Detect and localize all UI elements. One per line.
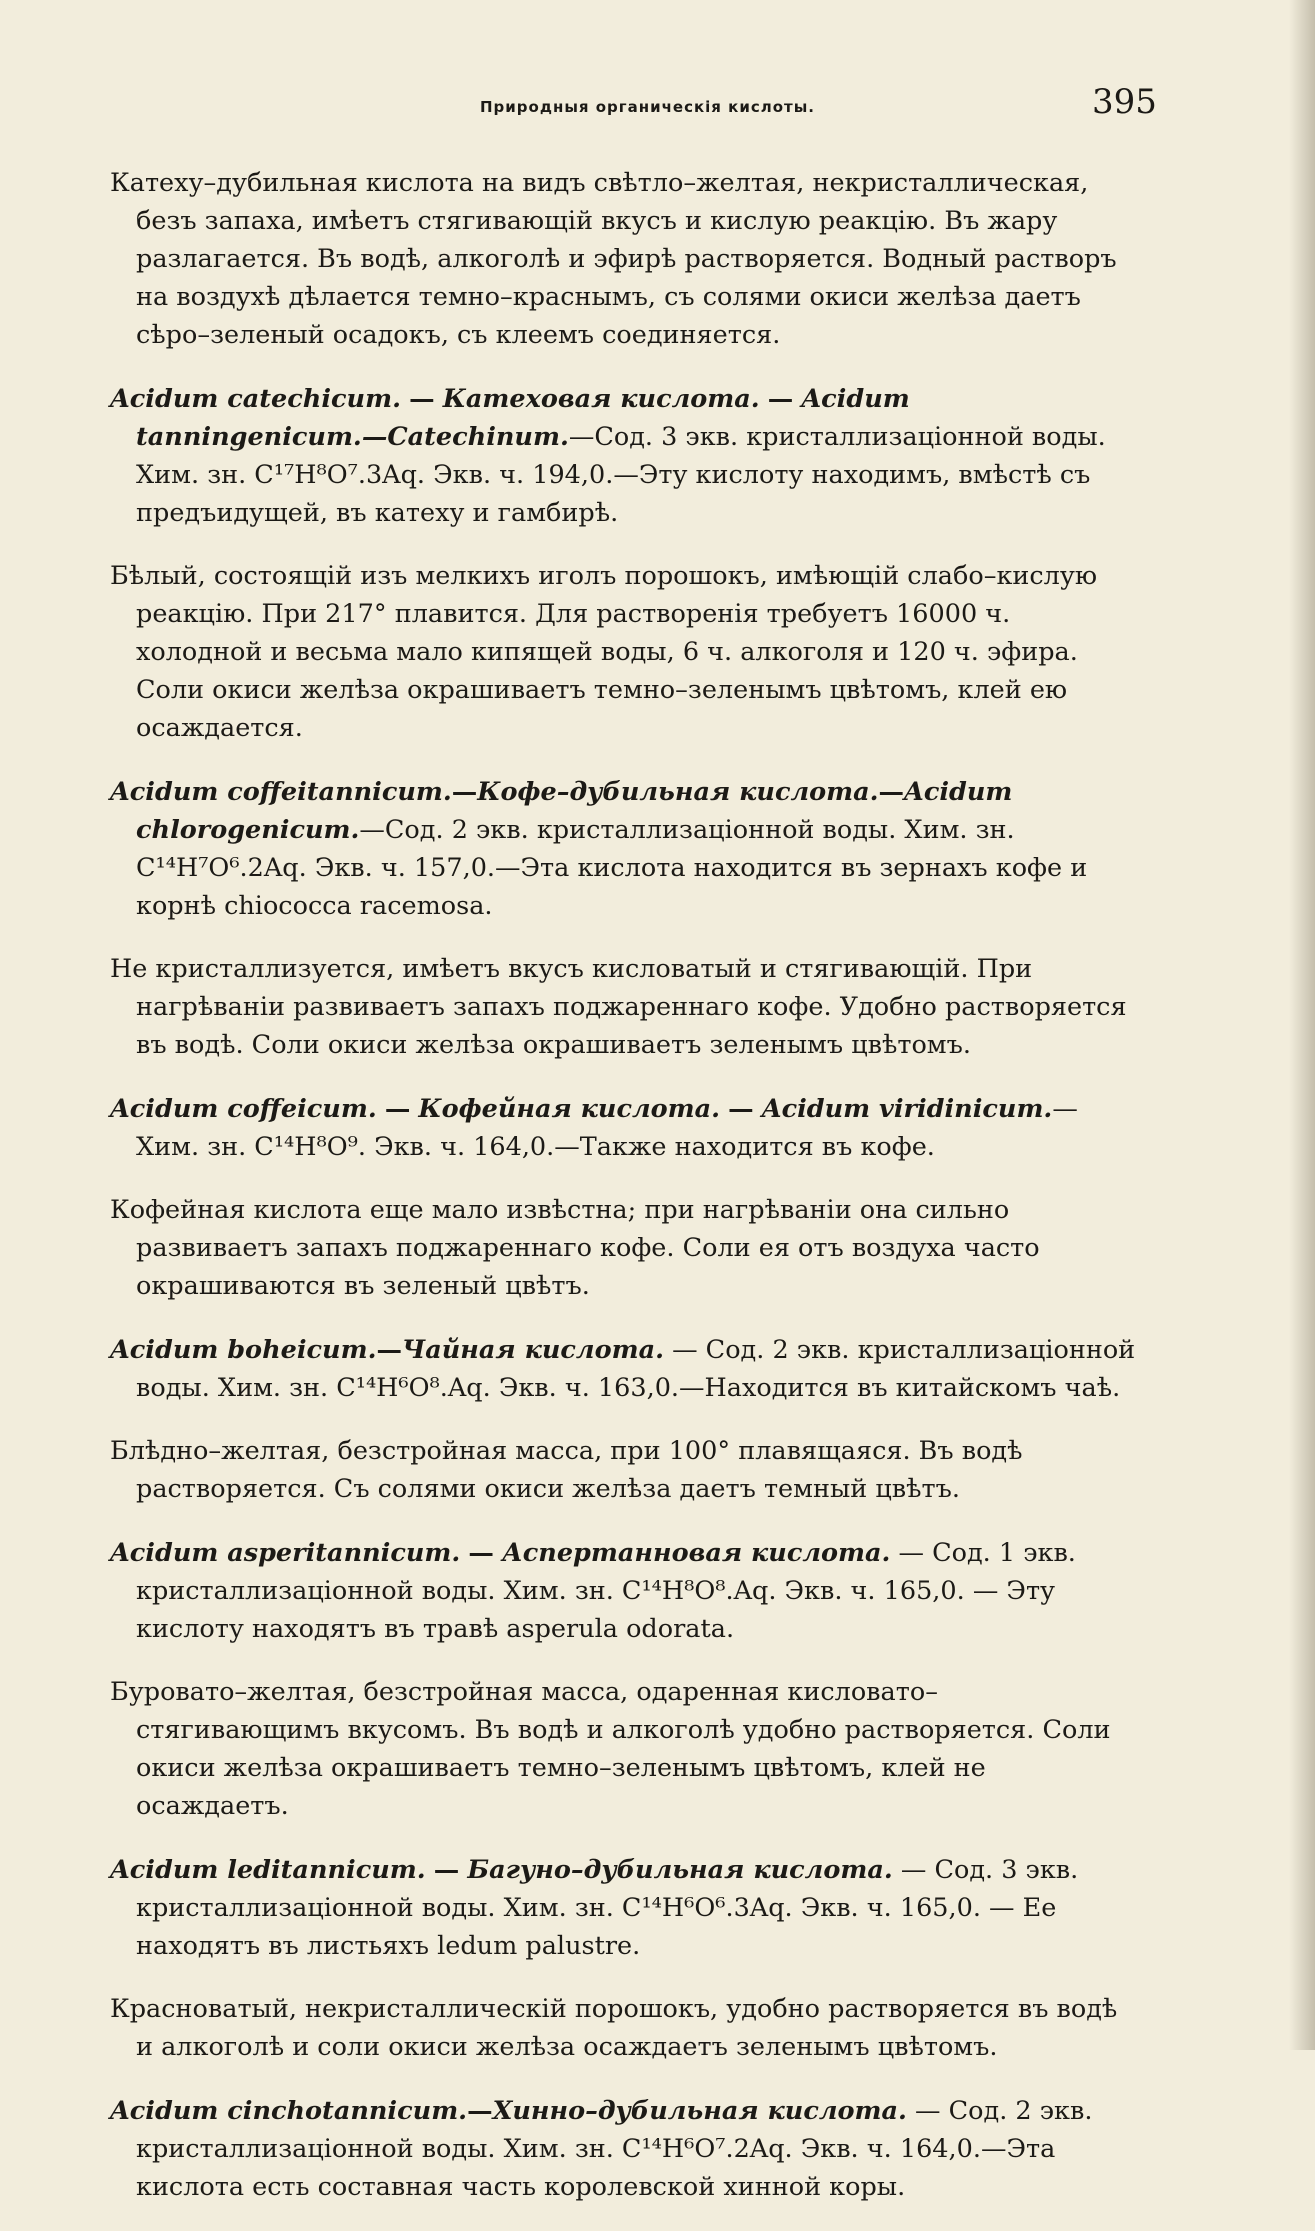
russian-name: Багуно–дубильная кислота. bbox=[467, 1854, 893, 1885]
latin-name: Acidum coffeitannicum. bbox=[110, 776, 452, 807]
entry-cinchotannicum bbox=[110, 2092, 1140, 2206]
entry-catechicum bbox=[110, 380, 1140, 748]
entry-coffeicum bbox=[110, 1090, 1140, 1306]
entry-description: Буровато–желтая, безстройная масса, одаренная кисловато–стягивающимъ вкусомъ. Въ водѣ и алкоголѣ удобно растворяется. Соли окиси желѣза окрашиваетъ темно–зеленымъ цвѣтомъ, клей не осаждаетъ. bbox=[110, 1677, 1111, 1821]
russian-name: Чайная кислота. bbox=[401, 1334, 664, 1365]
entry-details: —Сод. 3 экв. кристаллизаціонной воды. Хим. зн. C¹⁷H⁸O⁷.3Aq. Экв. ч. 194,0.—Эту кислоту находимъ, вмѣстѣ съ предъидущей, въ катеху и гамбирѣ. bbox=[136, 421, 1106, 528]
running-title: Природныя органическія кислоты. bbox=[480, 98, 815, 116]
page-header bbox=[0, 82, 1315, 126]
latin-name: Acidum catechicum. bbox=[110, 383, 401, 414]
entry-heading: Acidum cinchotannicum.—Хинно–дубильная кислота. — Сод. 2 экв. кристаллизаціонной воды. Хим. зн. C¹⁴H⁶O⁷.2Aq. Экв. ч. 164,0.—Эта кислота есть составная часть королевской хинной коры. bbox=[110, 2095, 1093, 2202]
entry-asperitannicum bbox=[110, 1534, 1140, 1826]
latin-name: Acidum leditannicum. bbox=[110, 1854, 426, 1885]
entry-details: — Сод. 1 экв. кристаллизаціонной воды. Хим. зн. C¹⁴H⁸O⁸.Aq. Экв. ч. 165,0. — Эту кислоту находятъ въ травѣ asperula odorata. bbox=[136, 1537, 1076, 1644]
page-number: 395 bbox=[1092, 82, 1157, 122]
page-body bbox=[110, 162, 1140, 2231]
latin-name: Acidum cinchotannicum. bbox=[110, 2095, 468, 2126]
russian-name: Хинно–дубильная кислота. bbox=[492, 2095, 907, 2126]
entry-heading: Acidum asperitannicum. — Аспертанновая кислота. — Сод. 1 экв. кристаллизаціонной воды. Хим. зн. C¹⁴H⁸O⁸.Aq. Экв. ч. 165,0. — Эту кислоту находятъ въ травѣ asperula odorata. bbox=[110, 1537, 1076, 1644]
entry-leditannicum bbox=[110, 1851, 1140, 2067]
synonym-names: Acidum chlorogenicum. bbox=[136, 776, 1013, 845]
entry-details: —Хим. зн. C¹⁴H⁸O⁹. Экв. ч. 164,0.—Также находится въ кофе. bbox=[136, 1093, 1078, 1162]
entry-description: Блѣдно–желтая, безстройная масса, при 100° плавящаяся. Въ водѣ растворяется. Съ солями окиси желѣза даетъ темный цвѣтъ. bbox=[110, 1436, 1023, 1504]
entry-heading: Acidum catechicum. — Катеховая кислота. — Acidum tanningenicum.—Catechinum.—Сод. 3 экв. кристаллизаціонной воды. Хим. зн. C¹⁷H⁸O⁷.3Aq. Экв. ч. 194,0.—Эту кислоту находимъ, вмѣстѣ съ предъидущей, въ катеху и гамбирѣ. bbox=[110, 383, 1106, 528]
russian-name: Катеховая кислота. bbox=[442, 383, 760, 414]
latin-name: Acidum boheicum. bbox=[110, 1334, 377, 1365]
entry-heading: Acidum boheicum.—Чайная кислота. — Сод. 2 экв. кристаллизаціонной воды. Хим. зн. C¹⁴H⁶O⁸.Aq. Экв. ч. 163,0.—Находится въ китайскомъ чаѣ. bbox=[110, 1334, 1136, 1403]
entry-description: Не кристаллизуется, имѣетъ вкусъ кисловатый и стягивающій. При нагрѣваніи развиваетъ запахъ поджареннаго кофе. Удобно растворяется въ водѣ. Соли окиси желѣза окрашиваетъ зеленымъ цвѣтомъ. bbox=[110, 954, 1127, 1060]
entry-description: Кофейная кислота еще мало извѣстна; при нагрѣваніи она сильно развиваетъ запахъ поджареннаго кофе. Соли ея отъ воздуха часто окрашиваются въ зеленый цвѣтъ. bbox=[110, 1195, 1040, 1301]
synonym-names: Acidum viridinicum. bbox=[761, 1093, 1053, 1124]
entry-description: Бѣлый, состоящій изъ мелкихъ иголъ порошокъ, имѣющій слабо–кислую реакцію. При 217° плавится. Для растворенія требуетъ 16000 ч. холодной и весьма мало кипящей воды, 6 ч. алкоголя и 120 ч. эфира. Соли окиси желѣза окрашиваетъ темно–зеленымъ цвѣтомъ, клей ею осаждается. bbox=[110, 561, 1098, 743]
entry-coffeitannicum bbox=[110, 773, 1140, 1065]
russian-name: Кофе–дубильная кислота. bbox=[477, 776, 879, 807]
entry-details: —Сод. 2 экв. кристаллизаціонной воды. Хим. зн. C¹⁴H⁷O⁶.2Aq. Экв. ч. 157,0.—Эта кислота находится въ зернахъ кофе и корнѣ chiococca racemosa. bbox=[136, 814, 1088, 921]
intro-paragraph: Катеху–дубильная кислота на видъ свѣтло–желтая, некристаллическая, безъ запаха, имѣетъ стягивающій вкусъ и кислую реакцію. Въ жару разлагается. Въ водѣ, алкоголѣ и эфирѣ растворяется. Водный растворъ на воздухѣ дѣлается темно–краснымъ, съ солями окиси желѣза даетъ сѣро–зеленый осадокъ, съ клеемъ соединяется. bbox=[110, 168, 1117, 350]
synonym-names: Acidum tanningenicum.—Catechinum. bbox=[136, 383, 910, 452]
entry-boheicum bbox=[110, 1331, 1140, 1509]
entry-details: — Сод. 2 экв. кристаллизаціонной воды. Хим. зн. C¹⁴H⁶O⁸.Aq. Экв. ч. 163,0.—Находится въ китайскомъ чаѣ. bbox=[136, 1334, 1136, 1403]
entry-description: Красноватый, некристаллическій порошокъ, удобно растворяется въ водѣ и алкоголѣ и соли окиси желѣза осаждаетъ зеленымъ цвѣтомъ. bbox=[110, 1994, 1118, 2062]
latin-name: Acidum asperitannicum. bbox=[110, 1537, 461, 1568]
page-spine-shadow bbox=[1289, 0, 1315, 2050]
entry-heading: Acidum coffeitannicum.—Кофе–дубильная кислота.—Acidum chlorogenicum.—Сод. 2 экв. кристаллизаціонной воды. Хим. зн. C¹⁴H⁷O⁶.2Aq. Экв. ч. 157,0.—Эта кислота находится въ зернахъ кофе и корнѣ chiococca racemosa. bbox=[110, 776, 1088, 921]
russian-name: Аспертанновая кислота. bbox=[502, 1537, 891, 1568]
entry-details: — Сод. 3 экв. кристаллизаціонной воды. Хим. зн. C¹⁴H⁶O⁶.3Aq. Экв. ч. 165,0. — Ее находятъ въ листьяхъ ledum palustre. bbox=[136, 1854, 1079, 1961]
latin-name: Acidum coffeicum. bbox=[110, 1093, 377, 1124]
entry-heading: Acidum coffeicum. — Кофейная кислота. — Acidum viridinicum.—Хим. зн. C¹⁴H⁸O⁹. Экв. ч. 164,0.—Также находится въ кофе. bbox=[110, 1093, 1078, 1162]
entry-details: — Сод. 2 экв. кристаллизаціонной воды. Хим. зн. C¹⁴H⁶O⁷.2Aq. Экв. ч. 164,0.—Эта кислота есть составная часть королевской хинной коры. bbox=[136, 2095, 1093, 2202]
russian-name: Кофейная кислота. bbox=[418, 1093, 721, 1124]
entry-heading: Acidum leditannicum. — Багуно–дубильная кислота. — Сод. 3 экв. кристаллизаціонной воды. Хим. зн. C¹⁴H⁶O⁶.3Aq. Экв. ч. 165,0. — Ее находятъ въ листьяхъ ledum palustre. bbox=[110, 1854, 1079, 1961]
